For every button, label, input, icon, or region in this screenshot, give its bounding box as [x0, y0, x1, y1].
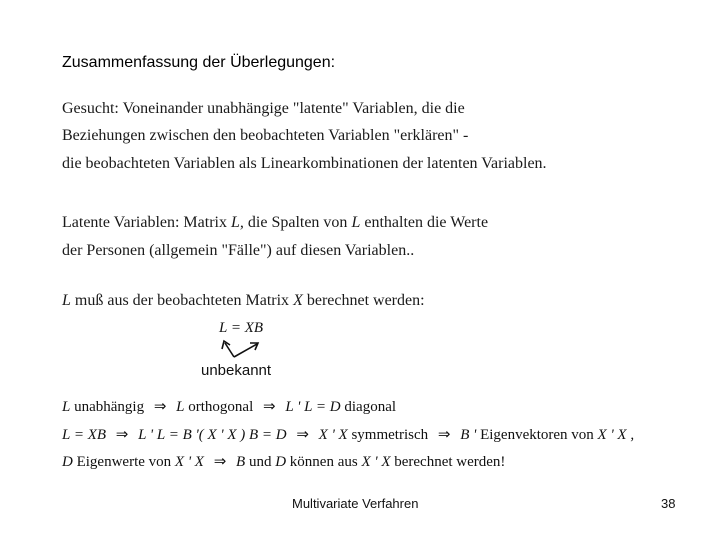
r2-text-b: Eigenvektoren von: [480, 427, 598, 443]
latent-text-c: enthalten die Werte: [360, 214, 489, 231]
footer-course: Multivariate Verfahren: [292, 496, 419, 511]
r3-text-d: berechnet werden!: [390, 454, 506, 470]
compute-L: L: [62, 292, 71, 309]
latent-line-2: der Personen (allgemein "Fälle") auf diesen Variablen..: [62, 242, 415, 259]
r2-implies-3: ⇒: [437, 427, 451, 443]
compute-X: X: [293, 292, 303, 309]
footer-page-number: 38: [661, 496, 676, 511]
r2-eq-4: X ' X ,: [597, 427, 635, 443]
r3-text-b: und: [245, 454, 276, 470]
arrow-to-L: [222, 341, 234, 357]
gesucht-line-3: die beobachteten Variablen als Linearkombinationen der latenten Variablen.: [62, 155, 547, 172]
r1-L2: L: [176, 399, 185, 415]
r2-text-a: symmetrisch: [347, 427, 429, 443]
r3-text-c: können aus: [286, 454, 362, 470]
arrow-to-B: [234, 343, 258, 357]
r1-text-c: diagonal: [340, 399, 397, 415]
r2-eq-1: L = XB: [62, 427, 107, 443]
r1-L: L: [62, 399, 71, 415]
r2-B: B ': [460, 427, 481, 443]
r3-implies: ⇒: [213, 454, 227, 470]
r2-implies-2: ⇒: [296, 427, 309, 443]
r1-implies-1: ⇒: [153, 399, 167, 415]
latent-text-b: die Spalten von: [243, 214, 352, 231]
latent-text-a: Latente Variablen: Matrix: [62, 214, 231, 231]
r2-implies-1: ⇒: [115, 427, 129, 443]
r2-eq-2: L ' L = B '( X ' X ) B = D: [138, 427, 287, 443]
equation-L-XB: L = XB: [219, 320, 264, 336]
r1-text-b: orthogonal: [184, 399, 254, 415]
slide-title: Zusammenfassung der Überlegungen:: [62, 54, 336, 71]
gesucht-line-2: Beziehungen zwischen den beobachteten Variablen "erklären" -: [62, 127, 469, 144]
r3-eq-1: X ' X: [174, 454, 204, 470]
unknown-label: unbekannt: [201, 362, 272, 379]
r3-B: B: [236, 454, 246, 470]
math-row-2: [62, 425, 634, 444]
math-row-3: [62, 452, 505, 471]
r2-eq-3: X ' X: [318, 427, 348, 443]
r1-equation: L ' L = D: [285, 399, 341, 415]
latent-matrix-L2: L: [351, 214, 361, 231]
compute-text-a: muß aus der beobachteten Matrix: [70, 292, 294, 309]
r3-D: D: [62, 454, 73, 470]
gesucht-line-1: Gesucht: Voneinander unabhängige "latente" Variablen, die die: [62, 100, 465, 117]
math-row-1: [62, 397, 396, 416]
compute-text-b: berechnet werden:: [302, 292, 425, 309]
r3-D2: D: [275, 454, 287, 470]
r1-implies-2: ⇒: [263, 399, 276, 415]
latent-matrix-L: L,: [230, 214, 244, 231]
r3-text-a: Eigenwerte von: [72, 454, 175, 470]
r1-text-a: unabhängig: [70, 399, 145, 415]
r3-eq-2: X ' X: [361, 454, 391, 470]
